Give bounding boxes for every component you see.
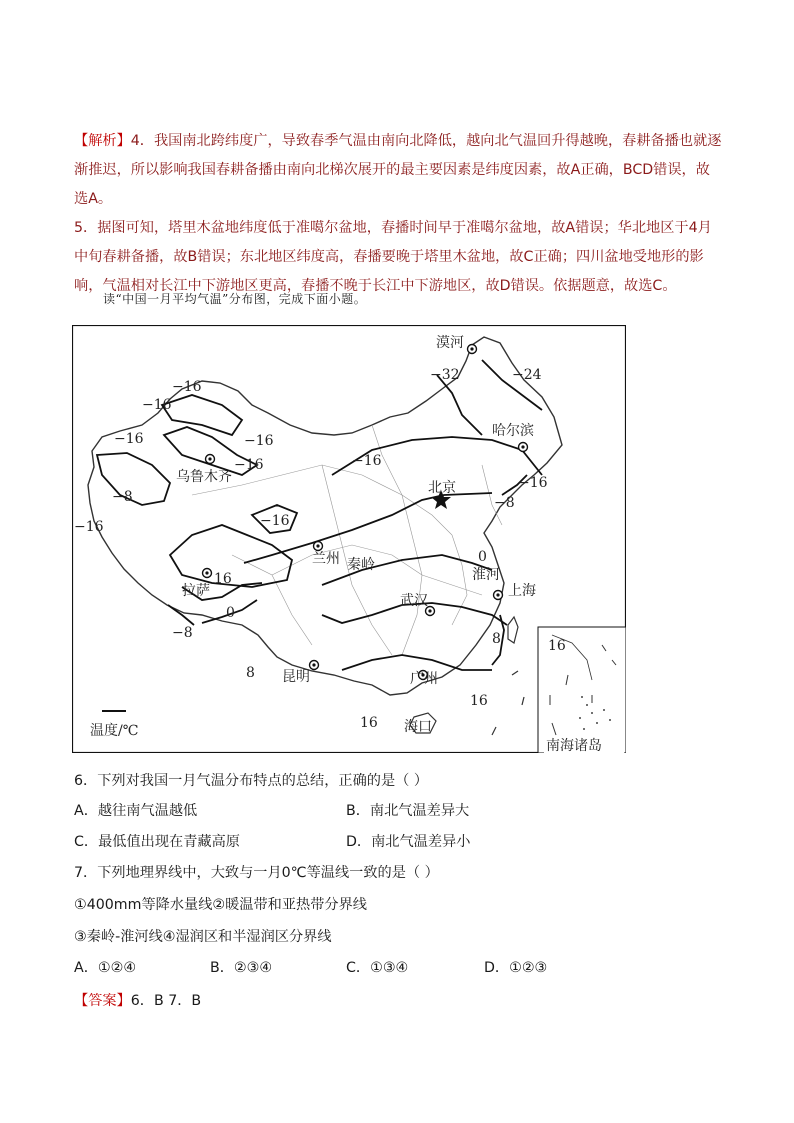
city-mohe: 漠河 bbox=[436, 335, 464, 351]
q6-option-a: A．越往南气温越低 bbox=[74, 803, 198, 819]
iso-label-17: −8 bbox=[172, 625, 193, 641]
q7-option-a: A．①②④ bbox=[74, 960, 137, 976]
analysis-q4-text: 4．我国南北跨纬度广，导致春季气温由南向北降低，越向北气温回升得越晚，春耕备播也就逐渐推迟，所以影响我国春耕备播由南向北梯次展开的最主要因素是纬度因素，故A正确，BCD错误，故选A。 bbox=[74, 133, 722, 207]
city-lanzhou: 兰州 bbox=[312, 551, 340, 567]
q7-line-2: ③秦岭-淮河线④湿润区和半湿润区分界线 bbox=[74, 929, 332, 945]
city-lhasa: 拉萨 bbox=[182, 583, 210, 599]
city-guangzhou: 广州 bbox=[410, 671, 438, 687]
iso-label-16: 0 bbox=[226, 605, 235, 621]
q7-option-c: C．①③④ bbox=[346, 960, 409, 976]
city-harbin: 哈尔滨 bbox=[492, 423, 534, 439]
q6-option-d: D．南北气温差异小 bbox=[346, 834, 471, 850]
question-6-stem: 6．下列对我国一月气温分布特点的总结，正确的是（ ） bbox=[74, 773, 429, 789]
city-qinling: 秦岭 bbox=[347, 557, 375, 573]
iso-label-15: 16 bbox=[214, 571, 232, 587]
iso-label-5: −16 bbox=[234, 457, 264, 473]
analysis-tag: 【解析】 bbox=[74, 133, 131, 149]
answer-tag: 【答案】 bbox=[74, 993, 131, 1009]
analysis-q5: 5．据图可知，塔里木盆地纬度低于准噶尔盆地，春播时间早于准噶尔盆地，故A错误；华北地区于4月中旬春耕备播，故B错误；东北地区纬度高，春播要晚于塔里木盆地，故C正确；四川盆地受地形的影响，气温相对长江中下游地区更高，春播不晚于长江中下游地区，故D错误。依据题意，故选C。 bbox=[74, 220, 712, 294]
answer-line bbox=[74, 990, 201, 1012]
city-wuhan: 武汉 bbox=[400, 593, 428, 609]
iso-label-11: −16 bbox=[352, 453, 382, 469]
city-kunming: 昆明 bbox=[282, 669, 310, 685]
iso-label-2: −16 bbox=[142, 397, 172, 413]
question-7-stem: 7．下列地理界线中，大致与一月0℃等温线一致的是（ ） bbox=[74, 865, 439, 881]
q7-option-b: B．②③④ bbox=[210, 960, 273, 976]
city-urumqi: 乌鲁木齐 bbox=[176, 469, 232, 485]
iso-label-1: −16 bbox=[172, 379, 202, 395]
iso-label-12: −8 bbox=[494, 495, 515, 511]
city-huaihe: 淮河 bbox=[472, 567, 500, 583]
city-haikou: 海口 bbox=[404, 719, 432, 735]
iso-label-18: 8 bbox=[492, 631, 501, 647]
iso-label-19: 8 bbox=[246, 665, 255, 681]
iso-label-20: 16 bbox=[470, 693, 488, 709]
iso-label-21: 16 bbox=[360, 715, 378, 731]
city-shanghai: 上海 bbox=[508, 583, 536, 599]
iso-label-9: −32 bbox=[430, 367, 460, 383]
inset-isotherm-16: 16 bbox=[548, 638, 566, 654]
iso-label-3: −16 bbox=[244, 433, 274, 449]
iso-label-4: −16 bbox=[114, 431, 144, 447]
q7-option-d: D．①②③ bbox=[484, 960, 548, 976]
city-beijing: 北京 bbox=[428, 480, 456, 496]
q6-option-b: B．南北气温差异大 bbox=[346, 803, 470, 819]
answer-text: 6．B 7．B bbox=[130, 993, 202, 1009]
iso-label-8: −16 bbox=[260, 513, 290, 529]
map-intro: 读“中国一月平均气温”分布图，完成下面小题。 bbox=[103, 292, 367, 306]
iso-label-14: 0 bbox=[478, 549, 487, 565]
iso-label-7: −16 bbox=[74, 519, 104, 535]
inset-label: 南海诸岛 bbox=[546, 738, 602, 753]
iso-label-10: −24 bbox=[512, 367, 542, 383]
iso-label-6: −8 bbox=[112, 489, 133, 505]
q7-line-1: ①400mm等降水量线②暖温带和亚热带分界线 bbox=[74, 897, 367, 913]
analysis-q4 bbox=[74, 127, 724, 214]
legend-label: 温度/℃ bbox=[90, 723, 139, 739]
q6-option-c: C．最低值出现在青藏高原 bbox=[74, 834, 240, 850]
china-january-temperature-map bbox=[72, 325, 626, 753]
iso-label-13: −16 bbox=[518, 475, 548, 491]
